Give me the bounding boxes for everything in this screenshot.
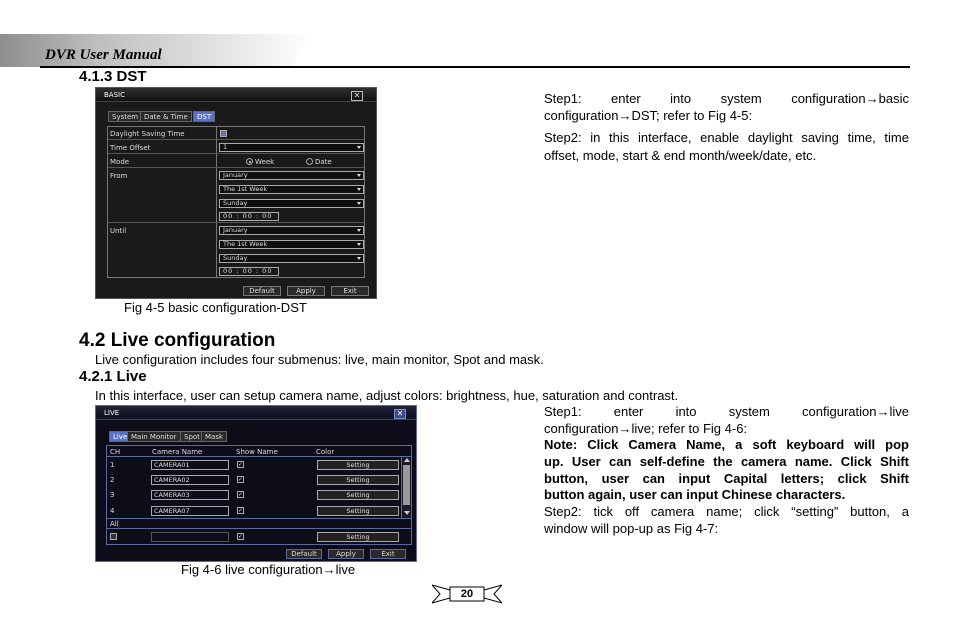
figure-caption: Fig 4-6 live configuration→live	[181, 562, 356, 577]
step2-text-cont: offset, mode, start & end month/week/date, etc.	[544, 148, 817, 163]
from-month-value: January	[223, 171, 248, 179]
live-config-window	[95, 405, 417, 562]
camera-name-input[interactable]: CAMERA02	[151, 475, 229, 485]
until-week-select[interactable]	[219, 240, 364, 249]
camera-table	[106, 445, 412, 545]
row-ch: 1	[110, 461, 115, 469]
chevron-down-icon	[357, 229, 361, 232]
time-offset-select[interactable]	[219, 143, 364, 152]
until-week-value: The 1st Week	[223, 240, 268, 248]
step2-text: Step2: tick off camera name; click “setting” button, a	[544, 504, 909, 519]
show-name-checkbox[interactable]: ✓	[238, 491, 244, 498]
color-setting-button[interactable]: Setting	[317, 475, 399, 485]
tab-main-monitor[interactable]: Main Monitor	[127, 431, 181, 442]
from-day-select[interactable]	[219, 199, 364, 208]
all-show-name-checkbox[interactable]: ✓	[238, 533, 244, 540]
all-camera-name	[151, 532, 229, 542]
from-week-value: The 1st Week	[223, 185, 268, 193]
from-time-input[interactable]: 00 : 00 : 00	[219, 212, 279, 221]
step1-text: Step1: enter into system configuration→live	[544, 404, 909, 419]
mode-week-label: Week	[255, 158, 275, 166]
until-label: Until	[110, 227, 127, 235]
from-label: From	[110, 172, 128, 180]
manual-title: DVR User Manual	[45, 47, 162, 63]
header-rule	[40, 66, 910, 68]
scrollbar-thumb[interactable]	[403, 465, 410, 505]
default-button[interactable]: Default	[243, 286, 281, 296]
all-label: All	[110, 520, 119, 528]
scrollbar[interactable]	[401, 457, 411, 518]
column-header-color: Color	[316, 448, 335, 456]
from-month-select[interactable]	[219, 171, 364, 180]
note-text: Note: Click Camera Name, a soft keyboard will pop	[544, 437, 909, 452]
dst-config-window	[95, 87, 377, 299]
show-name-checkbox[interactable]: ✓	[238, 476, 244, 483]
mode-date-label: Date	[315, 158, 332, 166]
camera-name-input[interactable]: CAMERA03	[151, 490, 229, 500]
close-icon[interactable]: ✕	[351, 91, 363, 101]
default-button[interactable]: Default	[286, 549, 322, 559]
chevron-down-icon	[357, 146, 361, 149]
row-ch: 3	[110, 491, 115, 499]
until-day-select[interactable]	[219, 254, 364, 263]
note-text: up. User can self-define the camera name. Click Shift	[544, 454, 909, 469]
exit-button[interactable]: Exit	[370, 549, 406, 559]
window-titlebar	[96, 88, 376, 102]
from-week-select[interactable]	[219, 185, 364, 194]
apply-button[interactable]: Apply	[287, 286, 325, 296]
dst-settings-grid	[107, 126, 365, 278]
color-setting-button[interactable]: Setting	[317, 460, 399, 470]
exit-button[interactable]: Exit	[331, 286, 369, 296]
chevron-down-icon	[357, 243, 361, 246]
show-name-checkbox[interactable]: ✓	[238, 507, 244, 514]
from-day-value: Sunday	[223, 199, 248, 207]
step1-text-cont: configuration→DST; refer to Fig 4-5:	[544, 108, 753, 123]
window-title: BASIC	[104, 91, 125, 99]
daylight-saving-checkbox[interactable]	[220, 130, 227, 137]
section-heading-dst: 4.1.3 DST	[79, 68, 147, 85]
time-offset-value: 1	[223, 143, 228, 151]
color-setting-button[interactable]: Setting	[317, 490, 399, 500]
until-day-value: Sunday	[223, 254, 248, 262]
subsection-heading-live: 4.2.1 Live	[79, 368, 147, 385]
camera-name-input[interactable]: CAMERA01	[151, 460, 229, 470]
window-titlebar	[96, 406, 416, 420]
column-header-ch: CH	[110, 448, 121, 456]
mode-week-radio[interactable]	[246, 158, 253, 165]
row-ch: 4	[110, 507, 115, 515]
close-icon[interactable]: ✕	[394, 409, 406, 419]
all-color-setting-button[interactable]: Setting	[317, 532, 399, 542]
step2-text-cont: window will pop-up as Fig 4-7:	[544, 521, 719, 536]
page-number: 20	[460, 588, 474, 600]
chevron-down-icon	[357, 174, 361, 177]
subsection-intro: In this interface, user can setup camera name, adjust colors: brightness, hue, saturation and contrast.	[95, 388, 679, 403]
tab-mask[interactable]: Mask	[201, 431, 227, 442]
note-text: button, user can input Capital letters; click Shift	[544, 471, 909, 486]
note-text: button again, user can input Chinese characters.	[544, 487, 846, 502]
column-header-show-name: Show Name	[236, 448, 278, 456]
step2-text: Step2: in this interface, enable daylight saving time, time	[544, 130, 909, 145]
time-offset-label: Time Offset	[110, 144, 151, 152]
column-header-camera-name: Camera Name	[152, 448, 203, 456]
until-time-input[interactable]: 00 : 00 : 00	[219, 267, 279, 276]
chevron-down-icon	[357, 257, 361, 260]
window-title: LIVE	[104, 409, 120, 417]
mode-date-radio[interactable]	[306, 158, 313, 165]
step1-text-cont: configuration→live; refer to Fig 4-6:	[544, 421, 748, 436]
all-select-checkbox[interactable]	[110, 533, 117, 540]
apply-button[interactable]: Apply	[328, 549, 364, 559]
tab-system[interactable]: System	[108, 111, 142, 122]
tab-date-time[interactable]: Date & Time	[140, 111, 192, 122]
until-month-select[interactable]	[219, 226, 364, 235]
mode-label: Mode	[110, 158, 130, 166]
camera-name-input[interactable]: CAMERA07	[151, 506, 229, 516]
section-intro: Live configuration includes four submenus: live, main monitor, Spot and mask.	[95, 352, 544, 367]
daylight-saving-label: Daylight Saving Time	[110, 130, 185, 138]
scroll-down-icon[interactable]	[404, 511, 410, 515]
section-heading-live: 4.2 Live configuration	[79, 330, 276, 351]
row-ch: 2	[110, 476, 115, 484]
tab-dst[interactable]: DST	[193, 111, 215, 122]
show-name-checkbox[interactable]: ✓	[238, 461, 244, 468]
page-number-badge	[432, 582, 502, 606]
figure-caption: Fig 4-5 basic configuration-DST	[124, 300, 307, 315]
scroll-up-icon[interactable]	[404, 458, 410, 462]
step1-text: Step1: enter into system configuration→basic	[544, 91, 909, 106]
chevron-down-icon	[357, 188, 361, 191]
tab-live[interactable]: Live	[109, 431, 131, 442]
until-month-value: January	[223, 226, 248, 234]
tab-spot[interactable]: Spot	[180, 431, 204, 442]
chevron-down-icon	[357, 202, 361, 205]
color-setting-button[interactable]: Setting	[317, 506, 399, 516]
